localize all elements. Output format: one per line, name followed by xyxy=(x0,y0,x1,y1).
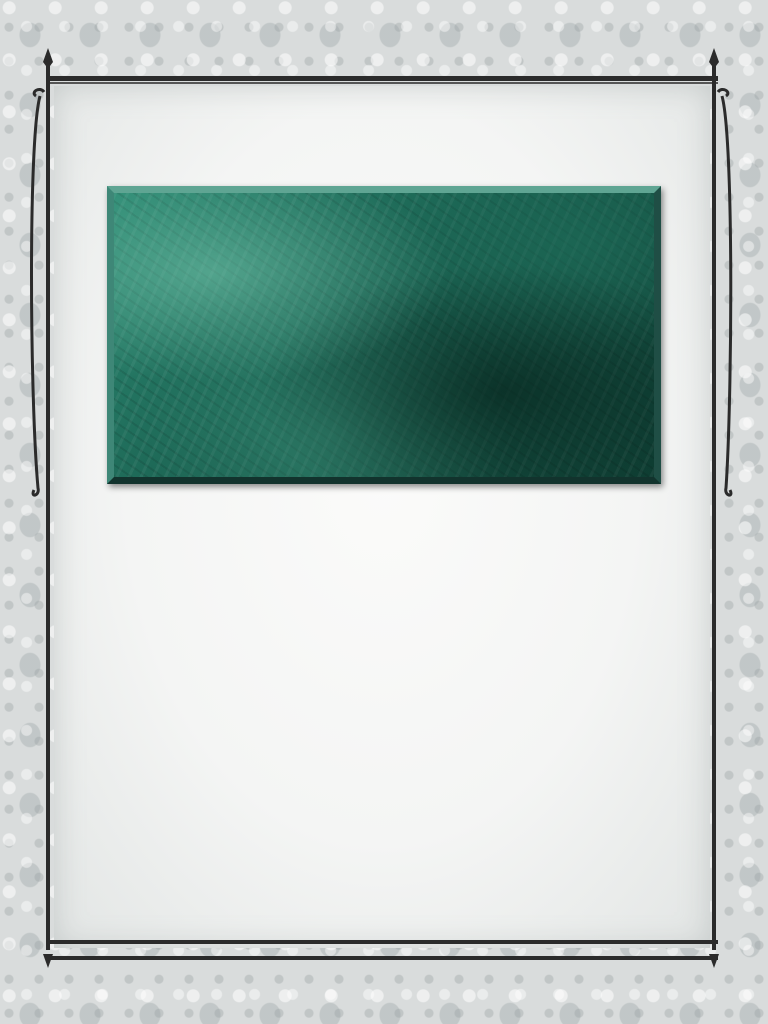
corner-finial-bottom-right-icon xyxy=(709,954,719,968)
corner-finial-bottom-left-icon xyxy=(43,954,53,968)
marble-title-panel xyxy=(107,186,661,484)
top-rail-shadow xyxy=(46,82,718,84)
right-column xyxy=(406,637,662,647)
left-post xyxy=(46,70,50,950)
left-curl-top xyxy=(34,89,44,96)
right-curl-bar xyxy=(722,96,731,495)
corner-finial-top-left-icon xyxy=(43,48,53,76)
right-curl-top xyxy=(718,89,728,96)
corner-finial-top-right-icon xyxy=(709,48,719,76)
right-post xyxy=(712,70,716,950)
left-column xyxy=(107,637,363,647)
bottom-rail-upper xyxy=(46,940,718,944)
bottom-rail-lower xyxy=(46,956,718,960)
top-rail xyxy=(46,76,718,81)
left-curl-bar xyxy=(32,96,41,495)
